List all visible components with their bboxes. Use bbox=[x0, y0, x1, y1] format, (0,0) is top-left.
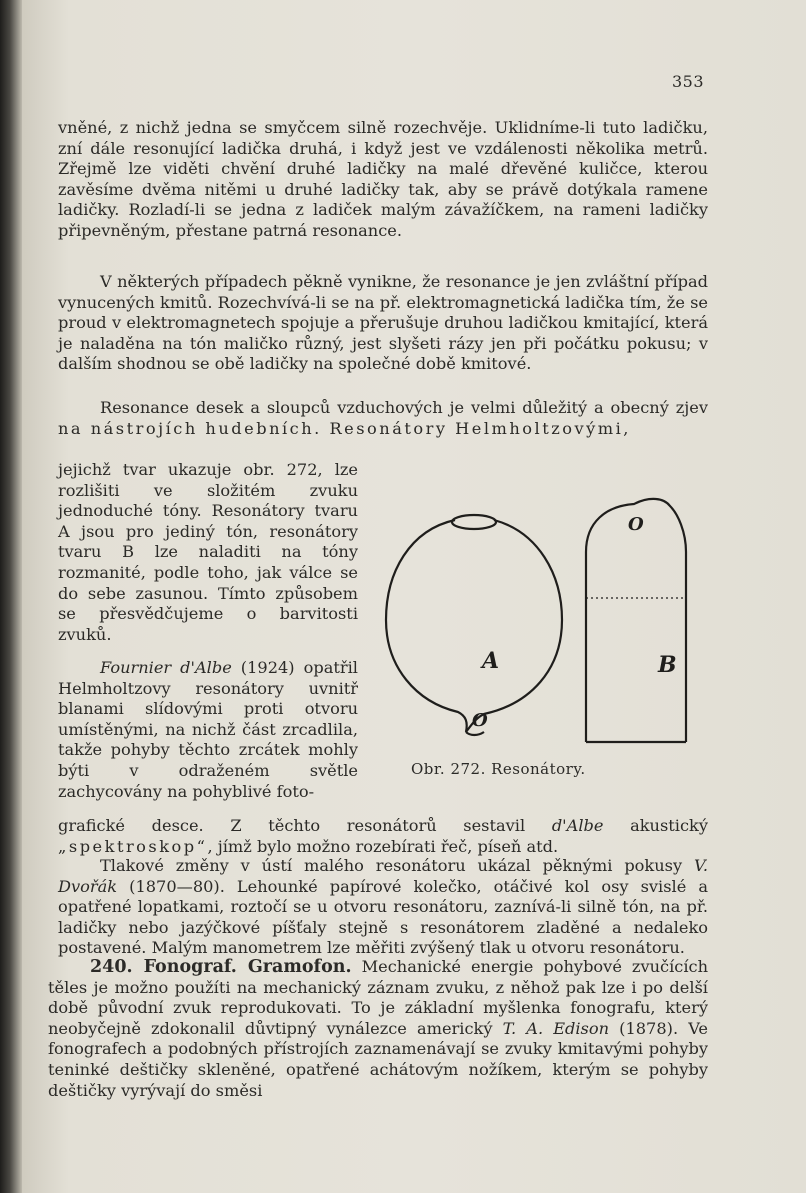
paragraph-text: (1924) opatřil Helmholtzovy resonátory uvnitř blanami slídovými proti otvoru umístěnými, na nichž část zrcadlila, takže pohyby těchto zrcátek mohly býti v odraženém světle zachycovány na pohyblivé foto- bbox=[58, 658, 358, 801]
page-number: 353 bbox=[672, 72, 705, 91]
spaced-emphasis: „spektroskop“ bbox=[58, 836, 208, 856]
paragraph-text: , jímž bylo možno rozebírati řeč, píseň atd. bbox=[207, 836, 559, 856]
resonator-a-drawing bbox=[386, 515, 562, 735]
paragraph-tuning-fork-resonance: vněné, z nichž jedna se smyčcem silně rozechvěje. Uklidníme-li tuto ladičku, zní dále resonující ladička druhá, i když jest ve vzdálenosti několika metrů. Zřejmě lze viděti chvění druhé ladičky na malé dřevěné kuličce, kterou zavěsíme dvěma nitěmi u druhé ladičky tak, aby se právě dotýkala ramene ladičky. Rozladí-li se jedna z ladiček malým závažíčkem, na rameni ladičky připevněným, přestane patrná resonance. bbox=[58, 118, 708, 240]
paragraph-air-column-resonance bbox=[58, 398, 708, 439]
resonators-figure bbox=[380, 492, 710, 748]
paragraph-text: Resonance desek a sloupců vzduchových je velmi důležitý a obecný zjev bbox=[100, 398, 708, 417]
figure-caption: Obr. 272. Resonátory. bbox=[411, 760, 586, 778]
paragraph-dvorak-pressure bbox=[58, 856, 708, 959]
paragraph-helmholtz-resonators: jejichž tvar ukazuje obr. 272, lze rozlišiti ve složitém zvuku jednoduché tóny. Resonátory tvaru A jsou pro jediný tón, resonátory tvaru B lze naladiti na tóny rozmanité, podle toho, jak válce se do sebe zasunou. Tímto způsobem se přesvědčujeme o barvitosti zvuků. bbox=[58, 460, 358, 644]
section-heading: 240. Fonograf. Gramofon. bbox=[90, 957, 352, 977]
paragraph-fournier-dalbe bbox=[58, 658, 358, 802]
author-name: T. A. Edison bbox=[502, 1018, 610, 1038]
paragraph-forced-oscillations: V některých případech pěkně vynikne, že resonance je jen zvláštní případ vynucených kmitů. Rozechvívá-li se na př. elektromagnetická ladička tím, že se proud v elektromagnetech spojuje a přerušuje druhou ladičkou kmitající, která je naladěna na tón maličko různý, jest slyšeti rázy jen při počátku pokusu; v dalším shodnou se obě ladičky na společné době kmitové. bbox=[58, 272, 708, 374]
label-a: A bbox=[482, 648, 500, 674]
paragraph-phonograph bbox=[48, 957, 708, 1101]
label-b: B bbox=[658, 652, 677, 678]
paragraph-text: (1878). Ve fonografech a podobných přístrojích zaznamenávají se zvuky kmitavými pohyby teninké deštičky skleněné, opatřené achátovým nožíkem, kterým se pohyby deštičky vyrývají do směsi bbox=[48, 1018, 708, 1100]
paragraph-text: grafické desce. Z těchto resonátorů sestavil bbox=[58, 816, 552, 835]
author-name: d'Albe bbox=[551, 816, 604, 835]
paragraph-text: (1870—80). Lehounké papírové kolečko, otáčivé kol osy svislé a opatřené lopatkami, roztočí se u otvoru resonátoru, zaznívá-li silně tón, na př. ladičky nebo jazýčkové píšťaly stejně s resonátorem zladěné a nedaleko postavené. Malým manometrem lze měřiti zvýšený tlak u otvoru resonátoru. bbox=[58, 876, 708, 958]
label-o-right: O bbox=[628, 514, 644, 535]
paragraph-text: Mechanické energie pohybové zvučících těles je možno použíti na mechanický záznam zvuku, z něhož pak lze i po delší době původní zvuk reprodukovati. To je základní myšlenka fonografu, který neobyčejně zdokonalil důvtipný vynálezce americký bbox=[48, 957, 708, 1038]
resonator-b-drawing bbox=[586, 499, 686, 742]
author-name: Fournier d'Albe bbox=[100, 658, 232, 677]
paragraph-spectroscope bbox=[58, 816, 708, 857]
book-spine-shadow bbox=[0, 0, 22, 1193]
spaced-emphasis: na nástrojích hudebních. Resonátory Helmholtzovými, bbox=[58, 418, 631, 438]
paragraph-text: Tlakové změny v ústí malého resonátoru ukázal pěknými pokusy bbox=[100, 856, 694, 875]
author-name: V. Dvořák bbox=[58, 856, 708, 896]
paragraph-text: akustický bbox=[603, 816, 708, 835]
label-o-left: O bbox=[472, 710, 488, 731]
